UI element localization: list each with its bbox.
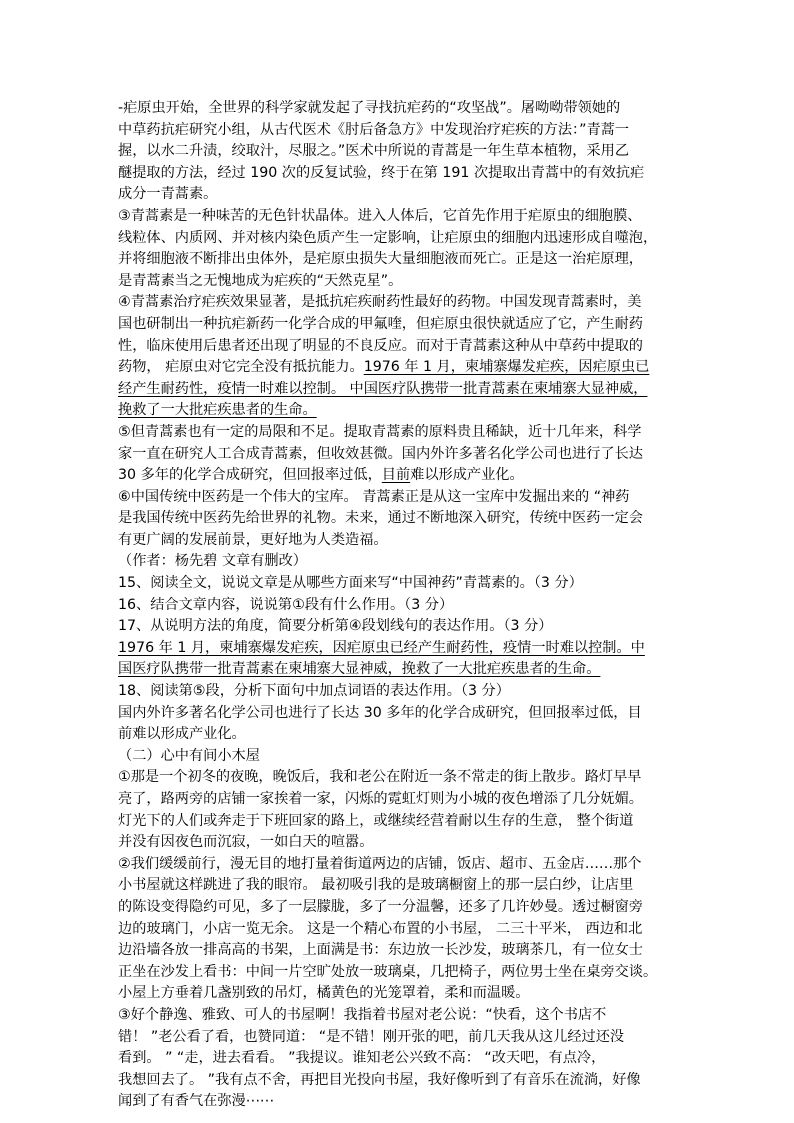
text-line: 小书屋就这样跳进了我的眼帘。 最初吸引我的是玻璃橱窗上的那一层白纱，让店里 xyxy=(118,877,634,894)
question-15: 15、阅读全文，说说文章是从哪些方面来写“中国神药”青蒿素的。（3 分） xyxy=(118,575,583,592)
text-line: ①那是一个初冬的夜晚，晚饭后，我和老公在附近一条不常走的街上散步。路灯早早 xyxy=(118,769,642,786)
text-line: 闻到了有香气在弥漫⋯⋯ xyxy=(118,1093,275,1110)
question-17-quote: 国医疗队携带一批青蒿素在柬埔寨大显神威，挽救了一大批疟疾患者的生命。 xyxy=(118,661,601,678)
text-line: 边沿墙各放一排高高的书架，上面满是书：东边放一长沙发，玻璃茶几，有一位女士 xyxy=(118,942,643,959)
underlined-sentence: 挽救了一大批疟疾患者的生命。 xyxy=(118,402,317,419)
text-segment: 药物， 疟原虫对它完全没有抵抗能力。 xyxy=(118,359,364,376)
question-18: 18、阅读第⑤段，分析下面句中加点词语的表达作用。（3 分） xyxy=(118,683,510,700)
text-line: 国也研制出一种抗疟新药一化学合成的甲氟喹，但疟原虫很快就适应了它，产生耐药 xyxy=(118,315,643,332)
text-line xyxy=(118,465,678,487)
text-line: 握，以水二升渍，绞取汁，尽服之。”医术中所说的青蒿是一年生草本植物，采用乙 xyxy=(118,143,630,160)
text-line: 性，临床使用后患者还出现了明显的不良反应。而对于青蒿素这种从中草药中提取的 xyxy=(118,337,643,354)
text-line: -疟原虫开始，全世界的科学家就发起了寻找抗疟药的“攻坚战”。屠呦呦带领她的 xyxy=(118,100,621,116)
text-line: ②我们缓缓前行，漫无目的地打量着街道两边的店铺，饭店、超市、五金店……那个 xyxy=(118,855,642,872)
text-line: 成分一青蒿素。 xyxy=(118,186,218,203)
text-line: 亮了，路两旁的店铺一家挨着一家，闪烁的霓虹灯则为小城的夜色增添了几分妩媚。 xyxy=(118,791,643,807)
text-line: 有更广阔的发展前景，更好地为人类造福。 xyxy=(118,531,388,548)
question-17-quote: 1976 年 1 月，柬埔寨爆发疟疾，因疟原虫已经产生耐药性，疫情一时难以控制。中 xyxy=(118,639,645,656)
underlined-sentence: 1976 年 1 月，柬埔寨爆发疟疾，因疟原虫已 xyxy=(363,359,650,376)
text-line: 灯光下的人们或奔走于下班回家的路上，或继续经营着耐以生存的生意， 整个街道 xyxy=(118,812,634,829)
text-line: 我想回去了。 ”我有点不舍，再把目光投向书屋，我好像听到了有音乐在流淌，好像 xyxy=(118,1071,641,1088)
text-line: ③青蒿素是一种味苦的无色针状晶体。进入人体后，它首先作用于疟原虫的细胞膜、 xyxy=(118,207,642,224)
text-line: ③好个静逸、雅致、可人的书屋啊！我指着书屋对老公说：“快看，这个书店不 xyxy=(118,1006,607,1023)
question-16: 16、结合文章内容，说说第①段有什么作用。（3 分） xyxy=(118,596,454,613)
text-segment: 30 多年的化学合成研究，但回报率过低， xyxy=(118,467,382,484)
text-line: ⑥中国传统中医药是一个伟大的宝库。 青蒿素正是从这一宝库中发掘出来的 “神药 xyxy=(118,488,630,505)
text-line xyxy=(118,357,678,379)
text-line: 中草药抗疟研究小组，从古代医术《肘后备急方》中发现治疗疟疾的方法：”青蒿一 xyxy=(118,121,630,138)
text-line: 边的玻璃门，小店一览无余。 这是一个精心布置的小书屋， 二三十平米， 西边和北 xyxy=(118,920,643,937)
text-line: 是我国传统中医药先给世界的礼物。未来，通过不断地深入研究，传统中医药一定会 xyxy=(118,510,643,527)
exam-page xyxy=(118,98,678,1113)
text-line: 小屋上方垂着几盏别致的吊灯，橘黄色的光笼罩着，柔和而温暖。 xyxy=(118,985,530,1002)
question-18-quote: 前难以形成产业化。 xyxy=(118,726,246,743)
text-line: 正坐在沙发上看书：中间一片空旷处放一玻璃桌，几把椅子，两位男士坐在桌旁交谈。 xyxy=(118,963,658,980)
text-line: 家一直在研究人工合成青蒿素，但收效甚微。国内外许多著名化学公司也进行了长达 xyxy=(118,445,643,462)
source-note: （作者：杨先碧 文章有删改） xyxy=(118,553,307,570)
text-line: 并将细胞液不断排出虫体外，是疟原虫损失大量细胞液而死亡。正是这一治疟原理， xyxy=(118,251,643,268)
text-line: 线粒体、内质网、并对核内染色质产生一定影响，让疟原虫的细胞内迅速形成自噬泡， xyxy=(118,229,658,246)
dotted-word: 目前 xyxy=(381,467,411,484)
text-line: 是青蒿素当之无愧地成为疟疾的“天然克星”。 xyxy=(118,272,403,289)
text-line: 看到。 ” “走，进去看看。 ”我提议。谁知老公兴致不高： “改天吧，有点冷， xyxy=(118,1050,606,1067)
text-line: ⑤但青蒿素也有一定的局限和不足。提取青蒿素的原料贵且稀缺，近十几年来，科学 xyxy=(118,423,642,440)
text-line: 并没有因夜色而沉寂，一如白天的喧嚣。 xyxy=(118,834,374,851)
question-17: 17、从说明方法的角度，简要分析第④段划线句的表达作用。（3 分） xyxy=(118,618,553,635)
text-segment: 难以形成产业化。 xyxy=(410,467,524,484)
text-line: ④青蒿素治疗疟疾效果显著，是抵抗疟疾耐药性最好的药物。中国发现青蒿素时，美 xyxy=(118,294,642,311)
text-line: 错！ ”老公看了看，也赞同道： “是不错！刚开张的吧，前几天我从这儿经过还没 xyxy=(118,1028,625,1045)
text-line: 的陈设变得隐约可见，多了一层朦胧，多了一分温馨，还多了几许妙曼。透过橱窗旁 xyxy=(118,898,643,915)
section-title: （二）心中有间小木屋 xyxy=(118,747,260,764)
text-line: 醚提取的方法，经过 190 次的反复试验，终于在第 191 次提取出青蒿中的有效抗疟 xyxy=(118,164,645,181)
question-18-quote: 国内外许多著名化学公司也进行了长达 30 多年的化学合成研究，但回报率过低，目 xyxy=(118,704,642,721)
underlined-sentence: 经产生耐药性，疫情一时难以控制。 中国医疗队携带一批青蒿素在柬埔寨大显神威， xyxy=(118,380,648,397)
